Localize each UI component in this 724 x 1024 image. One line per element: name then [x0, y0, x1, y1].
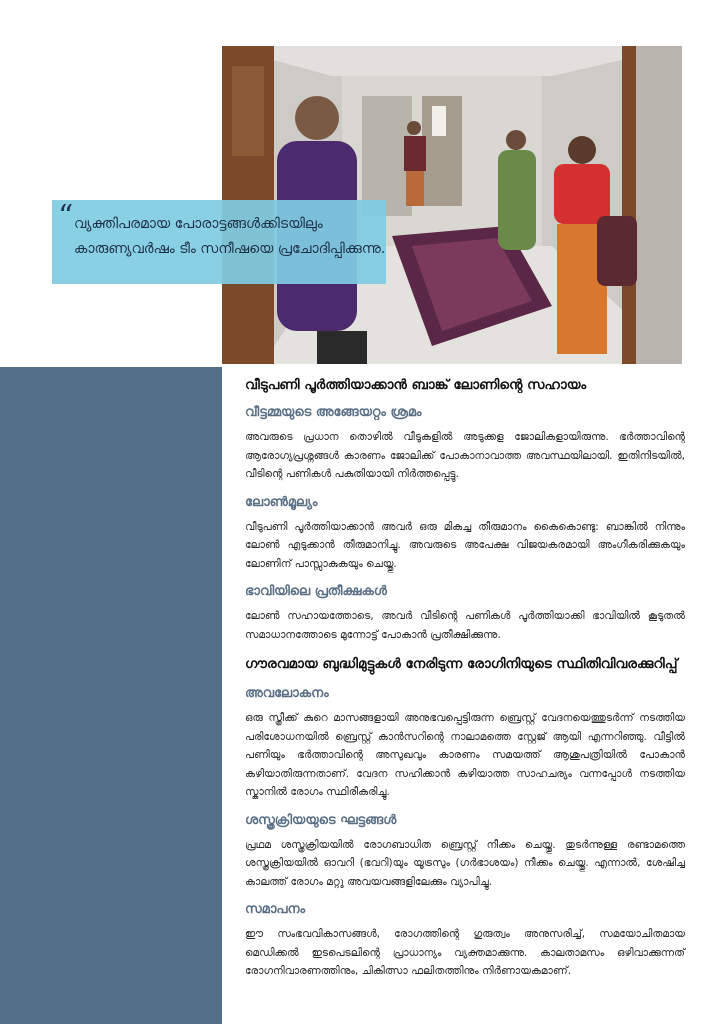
left-color-band [0, 367, 222, 1024]
section-text-surgery: പ്രഥമ ശസ്ത്രക്രിയയിൽ രോഗബാധിത ബ്രെസ്റ്റ് നീക്കം ചെയ്തു. തുടർന്നുള്ള രണ്ടാമത്തെ ശസ്ത്രക്രിയയിൽ ഓവറി (ഭവറി)യും യൂട്രസും (ഗർഭാശയം) നീക്കം ചെയ്തു. എന്നാൽ, ശേഷിച്ച കാലത്ത് രോഗം മറ്റു അവയവങ്ങളിലേക്കും വ്യാപിച്ചു. [245, 838, 685, 888]
section-text-loan: വീടുപണി പൂർത്തിയാക്കാൻ അവർ ഒരു മികച്ച തീരുമാനം കൈകൊണ്ടു: ബാങ്കിൽ നിന്നും ലോൺ എടുക്കാൻ തീരുമാനിച്ചു. അവരുടെ അപേക്ഷ വിജയകരമായി അംഗീകരിക്കുകയും ലോണിന് പാസ്സാകുകയും ചെയ്തു. [245, 520, 685, 570]
section-heading-surgery: ശസ്ത്രക്രിയയുടെ ഘട്ടങ്ങൾ [245, 812, 397, 828]
pull-quote-line-1: വ്യക്തിപരമായ പോരാട്ടങ്ങൾക്കിടയിലും [74, 216, 323, 232]
section-text-effort: അവരുടെ പ്രധാന തൊഴിൽ വീടുകളിൽ അടുക്കള ജോലികളായിരുന്നു. ഭർത്താവിന്റെ ആരോഗ്യപ്രശ്നങ്ങൾ കാരണം ജോലിക്ക് പോകാനാവാത്ത അവസ്ഥയിലായി. ഇതിനിടയിൽ, വീടിന്റെ പണികൾ പകുതിയായി നിർത്തപ്പെട്ടു. [245, 431, 685, 480]
section-heading-future: ഭാവിയിലെ പ്രതീക്ഷകൾ [245, 584, 387, 599]
pull-quote [52, 200, 386, 284]
section-text-overview: ഒരു സ്ത്രീക്ക് കുറെ മാസങ്ങളായി അനുഭവപ്പെട്ടിരുന്ന ബ്രെസ്റ്റ് വേദനയെത്തുടർന്ന് നടത്തിയ പരിശോധനയിൽ ബ്രെസ്റ്റ് കാൻസറിന്റെ നാലാമത്തെ സ്റ്റേജ് ആയി എന്നറിഞ്ഞു. വീട്ടിൽ പണിയും ഭർത്താവിന്റെ അസുഖവും കാരണം സമയത്ത് ആശുപത്രിയിൽ പോകാൻ കഴിയാതിരുന്നതാണ്. വേദന സഹിക്കാൻ കഴിയാത്ത സാഹചര്യം വന്നപ്പോൾ നടത്തിയ സ്കാനിൽ രോഗം സ്ഥിരീകരിച്ചു. [245, 712, 685, 798]
section-text-conclusion: ഈ സംഭവവികാസങ്ങൾ, രോഗത്തിന്റെ ഗുരുത്വം അനുസരിച്ച്, സമയോചിതമായ മെഡിക്കൽ ഇടപെടലിന്റെ പ്രാധാന്യം വ്യക്തമാക്കുന്നു. കാലതാമസം ഒഴിവാക്കുന്നത് രോഗനിവാരണത്തിനും, ചികിത്സാ ഫലിതത്തിനും നിർണായകമാണ്. [245, 928, 685, 977]
section-heading-effort: വീട്ടമ്മയുടെ അങ്ങേയറ്റം ശ്രമം [245, 405, 422, 420]
case-report-title: ഗൗരവമായ ബുദ്ധിമുട്ടുകൾ നേരിടുന്ന രോഗിനിയുടെ സ്ഥിതിവിവരക്കുറിപ്പ് [245, 656, 678, 672]
section-heading-loan: ലോൺമൂല്യം [245, 494, 318, 510]
article-body [245, 376, 685, 991]
quote-mark-icon: “ [58, 199, 74, 234]
article-main-title: വീടുപണി പൂർത്തിയാക്കാൻ ബാങ്ക് ലോണിന്റെ സഹായം [245, 377, 587, 393]
section-heading-conclusion: സമാപനം [245, 902, 306, 917]
section-text-future: ലോൺ സഹായത്തോടെ, അവർ വീടിന്റെ പണികൾ പൂർത്തിയാക്കി ഭാവിയിൽ കൂടുതൽ സമാധാനത്തോടെ മുന്നോട്ട് പോകാൻ പ്രതീക്ഷിക്കുന്നു. [245, 610, 685, 641]
section-heading-overview: അവലോകനം [245, 686, 329, 701]
pull-quote-line-2: കാരുണ്യവർഷം ടീം സനീഷയെ പ്രചോദിപ്പിക്കുന്നു. [74, 241, 386, 257]
